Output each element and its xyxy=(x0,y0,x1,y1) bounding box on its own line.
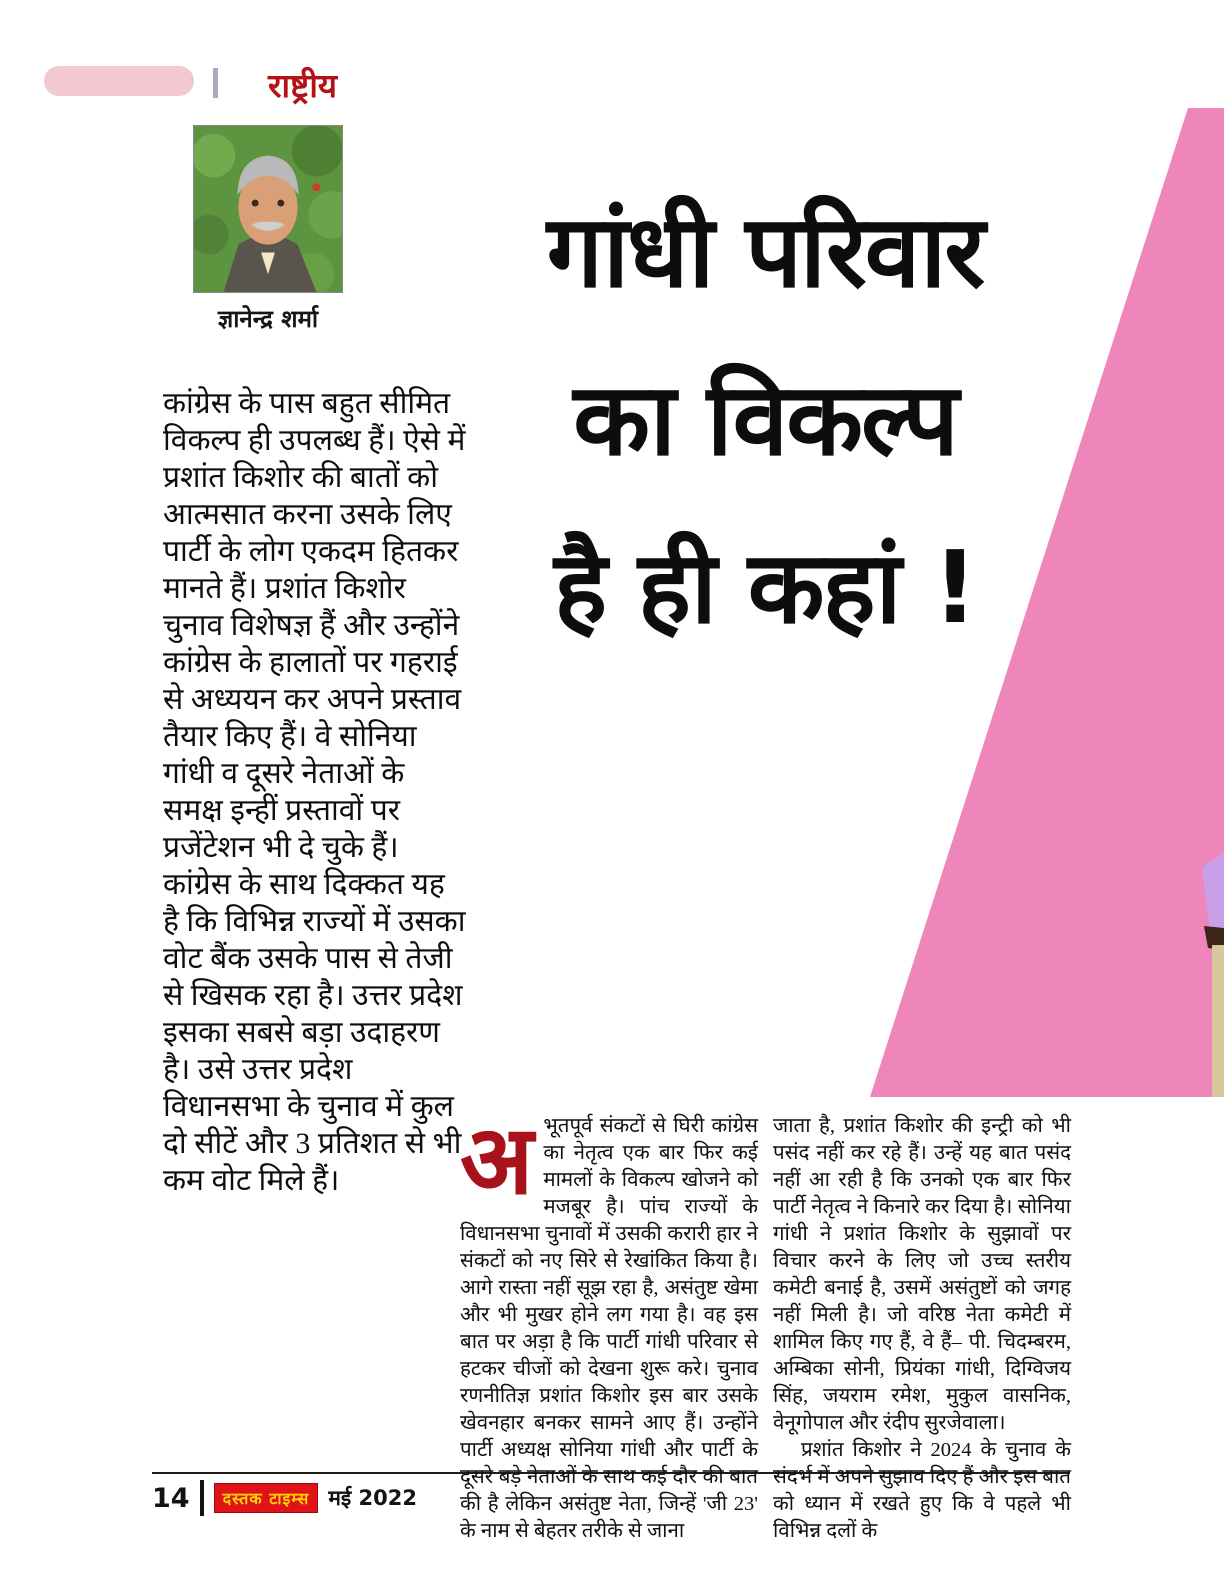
header-pill-decoration xyxy=(44,66,194,96)
article-column-2-paragraph-1: जाता है, प्रशांत किशोर की इन्ट्री को भी पसंद नहीं कर रहे हैं। उन्हें यह बात पसंद नहीं आ रही है कि उनको एक बार फिर पार्टी नेतृत्व ने किनारे कर दिया है। सोनिया गांधी ने प्रशांत किशोर के सुझावों पर विचार करने के लिए जो उच्च स्तरीय कमेटी बनाई है, उसमें असंतुष्टों को जगह नहीं मिली है। जो वरिष्ठ नेता कमेटी में शामिल किए गए हैं, वे हैं– पी. चिदम्बरम, अम्बिका सोनी, प्रियंका गांधी, दिग्विजय सिंह, जयराम रमेश, मुकुल वासनिक, वेनूगोपाल और रंदीप सुरजेवाला। xyxy=(773,1115,1071,1434)
pull-quote: कांग्रेस के पास बहुत सीमित विकल्प ही उपलब्ध हैं। ऐसे में प्रशांत किशोर की बातों को आत्मसात करना उसके लिए पार्टी के लोग एकदम हितकर मानते हैं। प्रशांत किशोर चुनाव विशेषज्ञ हैं और उन्होंने कांग्रेस के हालातों पर गहराई से अध्ययन कर अपने प्रस्ताव तैयार किए हैं। वे सोनिया गांधी व दूसरे नेताओं के समक्ष इन्हीं प्रस्तावों पर प्रजेंटेशन भी दे चुके हैं। कांग्रेस के साथ दिक्कत यह है कि विभिन्न राज्यों में उसका वोट बैंक उसके पास से तेजी से खिसक रहा है। उत्तर प्रदेश इसका सबसे बड़ा उदाहरण है। उसे उत्तर प्रदेश विधानसभा के चुनाव में कुल दो सीटें और 3 प्रतिशत से भी कम वोट मिले हैं। xyxy=(163,387,466,1197)
article-headline xyxy=(430,168,1100,672)
headline-line-1: गांधी परिवार xyxy=(546,193,984,310)
author-name: ज्ञानेन्द्र शर्मा xyxy=(217,305,319,333)
article-column-1 xyxy=(460,1104,758,1545)
author-portrait-illustration xyxy=(194,126,342,292)
article-column-1-text: भूतपूर्व संकटों से घिरी कांग्रेस का नेतृत्व एक बार फिर कई मामलों के विकल्प खोजने को मजबूर है। पांच राज्यों के विधानसभा चुनावों में उसकी करारी हार ने संकटों को नए सिरे से रेखांकित किया है। आगे रास्ता नहीं सूझ रहा है, असंतुष्ट खेमा और भी मुखर होने लग गया है। वह इस बात पर अड़ा है कि पार्टी गांधी परिवार से हटकर चीजों को देखना शुरू करे। चुनाव रणनीतिज्ञ प्रशांत किशोर इस बार उसके खेवनहार बनकर सामने आए हैं। उन्होंने पार्टी अध्यक्ष सोनिया गांधी और पार्टी के दूसरे बड़े नेताओं के साथ कई दौर की बात की है लेकिन असंतुष्ट नेता, जिन्हें 'जी 23' के नाम से बेहतर तरीके से जाना xyxy=(460,1115,758,1542)
article-column-2-paragraph-2: प्रशांत किशोर ने 2024 के चुनाव के संदर्भ में अपने सुझाव दिए हैं और इस बात को ध्यान में रखते हुए कि वे पहले भी विभिन्न दलों के xyxy=(773,1439,1071,1542)
footer-divider-bar xyxy=(200,1480,204,1516)
article-column-2 xyxy=(773,1113,1071,1545)
page-number: 14 xyxy=(152,1482,190,1514)
magazine-logo: दस्तक टाइम्स xyxy=(214,1483,319,1513)
header-divider-bar xyxy=(213,68,218,98)
section-label: राष्ट्रीय xyxy=(268,66,338,105)
headline-line-2: का विकल्प xyxy=(573,361,957,478)
issue-date: मई 2022 xyxy=(328,1486,417,1510)
author-photo xyxy=(193,125,343,293)
drop-cap: अ xyxy=(460,1104,534,1216)
headline-line-3: है ही कहां ! xyxy=(554,529,976,646)
footer xyxy=(152,1480,417,1516)
